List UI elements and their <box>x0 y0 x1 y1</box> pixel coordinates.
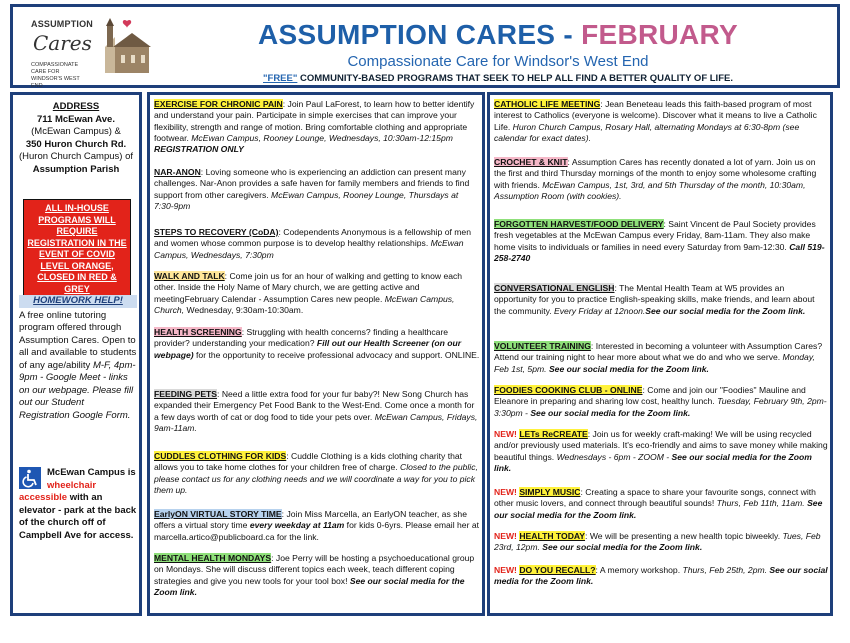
program-block <box>494 385 828 419</box>
program-block <box>154 167 480 212</box>
program-block <box>494 219 828 264</box>
program-tail: for the opportunity to receive professional advocacy and support. ONLINE. <box>193 349 480 360</box>
program-block <box>154 553 480 598</box>
left-info-column <box>10 92 142 616</box>
program-colon: : <box>241 327 247 337</box>
address-line: (Huron Church Campus) of <box>18 151 134 162</box>
program-colon: : <box>281 509 287 519</box>
program-title: HEALTH SCREENING <box>154 327 242 337</box>
program-schedule: Thurs, Feb 11th, 11am. <box>716 498 808 509</box>
program-schedule: Every Friday at 12noon. <box>554 305 646 316</box>
title-month: FEBRUARY <box>581 19 738 50</box>
logo-wordmark-top: ASSUMPTION <box>31 19 94 29</box>
program-title: FORGOTTEN HARVEST/FOOD DELIVERY <box>494 219 664 229</box>
program-colon: : <box>642 385 648 395</box>
program-note: See our social media for the Zoom link. <box>494 498 823 520</box>
program-schedule: Wednesdays - 6pm - ZOOM - <box>556 451 672 462</box>
header-banner <box>10 4 840 88</box>
program-note: See our social media for the Zoom link. <box>154 575 465 597</box>
program-colon: : <box>271 553 276 563</box>
program-description: Cuddle Clothing is a kids clothing charity that allows you to take home clothes for your children free of charge. <box>154 451 463 473</box>
program-note: See our social media for the Zoom link. <box>645 305 806 316</box>
homework-text: A free online tutoring program offered through Assumption Cares. Open to all and available to students of any age/ability <box>19 309 137 371</box>
program-title: WALK AND TALK <box>154 271 225 281</box>
program-description: The Mental Health Team at W5 provides an opportunity for you to practice English-speaking skills, make friends, and learn about the community. <box>494 283 815 316</box>
program-colon: : <box>614 283 620 293</box>
program-description: Jean Beneteau leads this faith-based program of most interest to Catholics (everyone is welcome). Discover what it means to live a Catholic Life. <box>494 99 817 132</box>
program-description: Assumption Cares has recently donated a lot of yarn. Join us on the first and third Thursday mornings of the month to enjoy some wholesome crafting with friends. <box>494 157 817 190</box>
program-note: Call 519-258-2740 <box>494 241 825 263</box>
program-schedule: Monday, Feb 1st, 5pm. <box>494 352 815 374</box>
program-title: SIMPLY MUSIC <box>519 487 581 497</box>
program-note: REGISTRATION ONLY <box>154 144 244 155</box>
program-block <box>494 531 828 554</box>
program-schedule: McEwan Campus, Rooney Lounge, Wednesdays, 10:30am-12:15pm <box>191 132 453 143</box>
program-colon: : <box>580 487 586 497</box>
page-subtitle: Compassionate Care for Windsor's West End <box>347 53 649 70</box>
wheelchair-icon <box>19 467 41 489</box>
page-tagline: "FREE" COMMUNITY-BASED PROGRAMS THAT SEEK TO HELP ALL FIND A BETTER QUALITY OF LIFE. <box>263 73 733 84</box>
address-line: 350 Huron Church Rd. <box>25 138 127 150</box>
program-note: See our social media for the Zoom link. <box>548 363 709 374</box>
covid-registration-notice: ALL IN-HOUSE PROGRAMS WILL REQUIRE REGISTRATION IN THE EVENT OF COVID LEVEL ORANGE, CLOSED IN RED & GREY <box>23 199 131 299</box>
address-block <box>13 101 139 176</box>
program-title: CROCHET & KNIT <box>494 157 568 167</box>
address-line: Assumption Parish <box>32 163 120 175</box>
program-title: STEPS TO RECOVERY (CoDA) <box>154 227 279 237</box>
homework-heading: HOMEWORK HELP! <box>19 295 137 308</box>
program-block <box>154 451 480 496</box>
program-description: Loving someone who is experiencing an addiction can present many challenges. Nar-Anon provides a safe haven for family members and friends to find support from other caregivers. <box>154 167 470 200</box>
address-line: 711 McEwan Ave. <box>37 113 115 125</box>
programs-column-middle <box>147 92 485 616</box>
program-colon: : <box>585 531 590 541</box>
new-badge: NEW! <box>494 487 520 497</box>
program-title: CATHOLIC LIFE MEETING <box>494 99 601 109</box>
program-schedule: Tues, Feb 23rd, 12pm. <box>494 531 821 553</box>
program-schedule: McEwan Campus, Fridays, 9am-11am. <box>154 411 478 433</box>
program-title: DO YOU RECALL? <box>519 565 596 575</box>
program-note: Fill out our Health Screener (on our webpage) <box>154 338 462 360</box>
program-description: Come and join our "Foodies" Mauline and Eleanore in preparing and sharing low cost, healthy lunch. <box>494 385 806 407</box>
program-schedule: Huron Church Campus, Rosary Hall, alternating Mondays at 6:30-8pm (see calendar for exact dates). <box>494 121 800 143</box>
program-block <box>154 227 480 261</box>
program-title: CONVERSATIONAL ENGLISH <box>494 283 615 293</box>
program-colon: : <box>663 219 669 229</box>
program-description: We will be presenting a new health topic biweekly. <box>589 531 783 541</box>
program-colon: : <box>587 429 593 439</box>
new-badge: NEW! <box>494 531 520 541</box>
logo-wordmark-script: Cares <box>33 31 92 55</box>
program-description: Join Miss Marcella, an EarlyON teacher, as she offers a virtual story time <box>154 509 467 531</box>
program-title: MENTAL HEALTH MONDAYS <box>154 553 272 563</box>
program-note: every weekday at 11am <box>249 520 345 531</box>
program-block <box>494 487 828 521</box>
program-schedule: McEwan Campus, Wednesdays, 7:30pm <box>154 238 464 260</box>
program-schedule: Thurs, Feb 25th, 2pm. <box>682 565 770 575</box>
program-colon: : <box>567 157 572 167</box>
program-note: See our social media for the Zoom link. <box>542 542 703 553</box>
program-title: LETs ReCREATE <box>519 429 588 439</box>
new-badge: NEW! <box>494 565 520 575</box>
homework-help-block <box>19 295 137 422</box>
program-colon: : <box>217 389 222 399</box>
program-schedule: McEwan Campus, Church, <box>154 293 455 315</box>
accessibility-block: McEwan Campus is wheelchair accessible with an elevator - park at the back of the church off of Campbell Ave for access. <box>19 467 137 541</box>
church-icon <box>99 17 153 75</box>
program-title: EarlyON VIRTUAL STORY TIME <box>154 509 282 519</box>
program-block <box>154 271 480 316</box>
program-block <box>154 509 480 543</box>
program-colon: : <box>600 99 606 109</box>
program-schedule: McEwan Campus, Rooney Lounge, Thursdays at 7:30-9pm <box>154 189 459 211</box>
program-description: A memory workshop. <box>599 565 683 575</box>
program-block <box>494 429 828 474</box>
program-colon: : <box>286 451 292 461</box>
program-tail: Wednesday, 9:30am-10:30am. <box>186 304 304 315</box>
address-heading: ADDRESS <box>52 101 100 112</box>
program-note: See our social media for the Zoom link. <box>494 565 828 587</box>
program-description: Joe Perry will be hosting a psychoeducational group on Mondays. She will discuss different topics each week, teach different coping strategies and give you new tools for your tool box! <box>154 553 475 586</box>
program-colon: : <box>200 167 206 177</box>
program-colon: : <box>278 227 284 237</box>
program-description: Join us for weekly craft-making! We will be using recycled and/or previously used materials. It's eco-friendly and aims to save money while making beautiful things. <box>494 429 828 462</box>
program-description: Creating a space to share your favourite songs, connect with other music lovers, and connect through beautiful sounds! <box>494 487 816 509</box>
program-description: Struggling with health concerns? finding a healthcare provider? understanding your medication? <box>154 327 449 349</box>
program-description: Come join us for an hour of walking and getting to know each other. Inside the Holy Name of Mary church, we are getting active and meetingFebruary Calendar - Assumption Cares new people. <box>154 271 463 304</box>
program-note: See our social media for the Zoom link. <box>494 451 812 473</box>
logo-tagline: COMPASSIONATE CARE FOR WINDSOR'S WEST END <box>31 62 80 89</box>
program-colon: : <box>590 341 596 351</box>
program-block <box>494 565 828 588</box>
program-schedule: Tuesday, February 9th, 2pm-3:30pm - <box>494 396 827 418</box>
program-title: FEEDING PETS <box>154 389 218 399</box>
program-block <box>154 389 480 434</box>
program-note: See our social media for the Zoom link. <box>530 407 691 418</box>
program-block <box>494 99 828 144</box>
new-badge: NEW! <box>494 429 520 439</box>
program-block <box>494 157 828 202</box>
program-colon: : <box>595 565 600 575</box>
wheelchair-accessible-text: wheelchair accessible <box>19 479 97 503</box>
program-description: Interested in becoming a volunteer with Assumption Cares? Attend our training night to hear more about what we do and who we serve. <box>494 341 823 363</box>
program-description: Codependents Anonymous is a fellowship of men and women whose common purpose is to develop healthy relationships. <box>154 227 471 249</box>
program-title: CUDDLES CLOTHING FOR KIDS <box>154 451 287 461</box>
program-title: FOODIES COOKING CLUB - ONLINE <box>494 385 643 395</box>
program-block <box>494 341 828 375</box>
program-colon: : <box>282 99 288 109</box>
program-colon: : <box>224 271 230 281</box>
program-schedule: McEwan Campus, 1st, 3rd, and 5th Thursday of the month, 10:30am, Assumption Room (with cookies). <box>494 179 806 201</box>
program-schedule: Closed to the public, please contact us for any clothing needs and we will coordinate a way for you to pick them up. <box>154 462 478 495</box>
programs-column-right <box>487 92 833 616</box>
program-title: VOLUNTEER TRAINING <box>494 341 591 351</box>
program-title: EXERCISE FOR CHRONIC PAIN <box>154 99 283 109</box>
homework-details: M-F, 4pm-9pm - Google Meet - links on our webpage. Please fill out our Student Registration Google Form. <box>19 359 136 421</box>
page-title: ASSUMPTION CARES - FEBRUARY <box>258 19 738 50</box>
program-tail: for kids 0-6yrs. Please email her at marcella.artico@publicboard.ca for the link. <box>154 520 479 542</box>
program-title: HEALTH TODAY <box>519 531 586 541</box>
program-description: Saint Vincent de Paul Society provides fresh vegetables at the McEwan Campus every Friday, 8am-11am. They also make home visits to individuals or families in need every Saturday from 9am-12:30. <box>494 219 816 252</box>
program-description: Need a little extra food for your fur baby?! New Song Church has expanded their Emergency Pet Food Bank to the West-End. Come once a month for a few days worth of cat or dog food to tide your pets over. <box>154 389 475 422</box>
program-block <box>154 99 480 155</box>
program-description: Join Paul LaForest, to learn how to better identify and understand your pain. Participate in simple exercises that can improve your flexibility, strength and range of motion. Bring comfortable clothing and appropriate footwear. <box>154 99 475 143</box>
assumption-cares-logo <box>29 15 159 87</box>
address-line: (McEwan Campus) & <box>31 126 121 137</box>
program-block <box>154 327 480 361</box>
program-title: NAR-ANON <box>154 167 201 177</box>
program-block <box>494 283 828 317</box>
